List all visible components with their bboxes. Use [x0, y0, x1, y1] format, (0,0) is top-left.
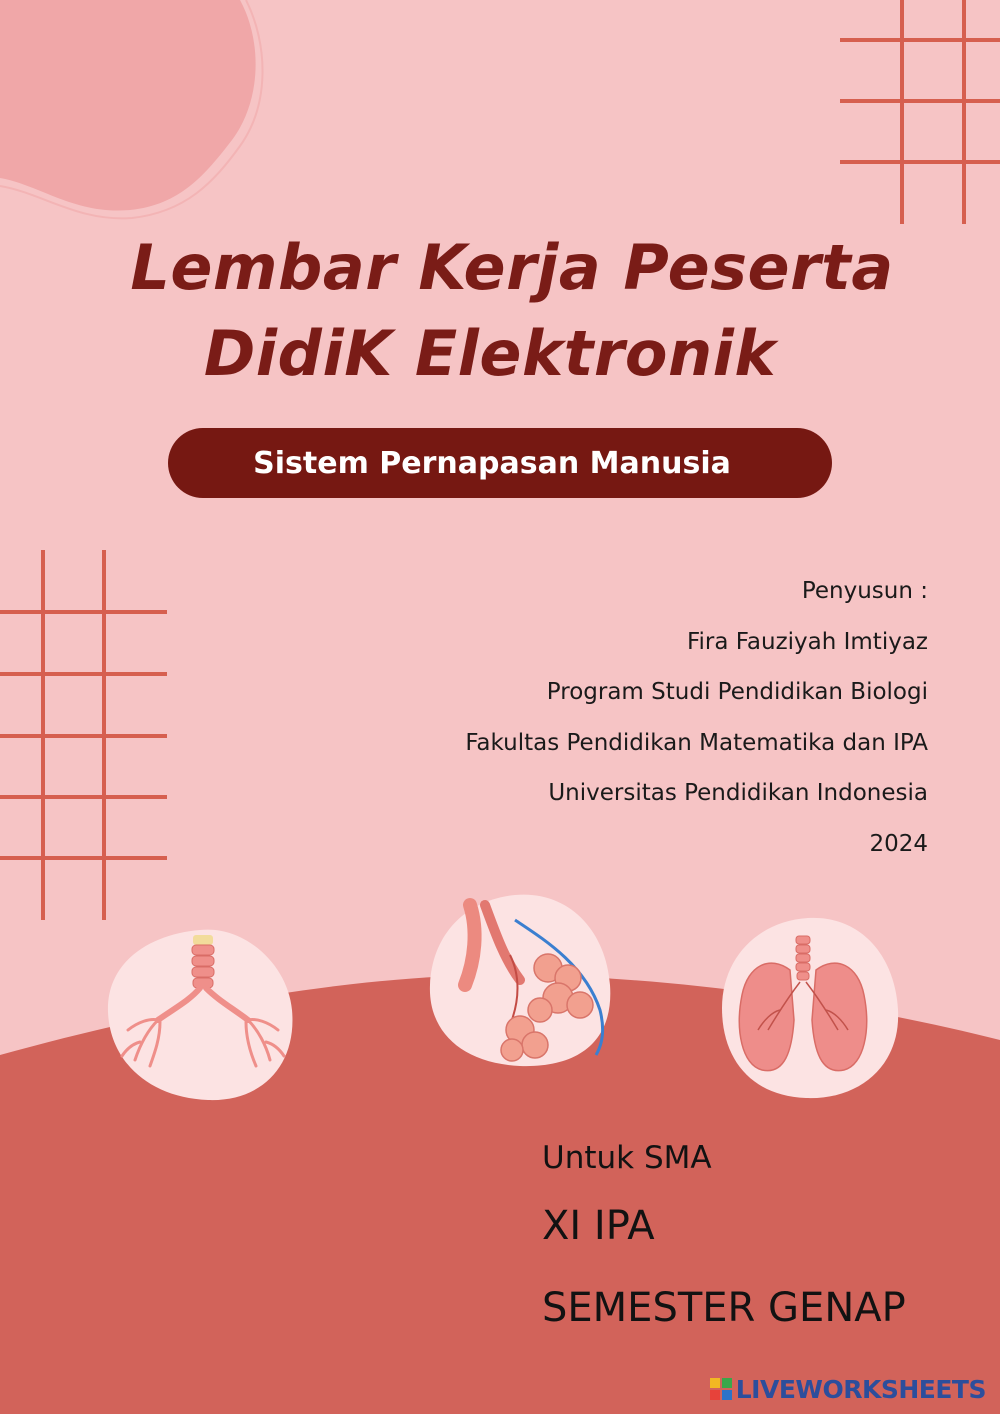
author-name: Fira Fauziyah Imtiyaz	[686, 628, 928, 655]
target-semester: SEMESTER GENAP	[542, 1285, 906, 1331]
watermark-text: LIVEWORKSHEETS	[735, 1374, 986, 1404]
left-grid	[0, 550, 167, 920]
alveoli-illustration	[430, 895, 610, 1067]
subtitle-pill	[168, 428, 832, 498]
title-line-2: DidiK Elektronik	[203, 317, 777, 390]
target-grade: XI IPA	[542, 1203, 655, 1249]
study-program: Program Studi Pendidikan Biologi	[546, 679, 928, 705]
subtitle-text: Sistem Pernapasan Manusia	[253, 445, 731, 481]
top-left-blob	[0, 0, 256, 211]
top-right-grid	[840, 0, 1000, 224]
author-info	[465, 572, 928, 875]
year: 2024	[869, 830, 928, 857]
target-school: Untuk SMA	[542, 1140, 712, 1176]
liveworksheets-logo-icon	[710, 1378, 732, 1400]
liveworksheets-watermark	[710, 1374, 986, 1404]
university: Universitas Pendidikan Indonesia	[548, 780, 928, 806]
faculty: Fakultas Pendidikan Matematika dan IPA	[465, 729, 928, 756]
author-label: Penyusun :	[801, 578, 928, 604]
title-line-1: Lembar Kerja Peserta	[130, 231, 894, 304]
lungs-illustration	[722, 918, 898, 1098]
